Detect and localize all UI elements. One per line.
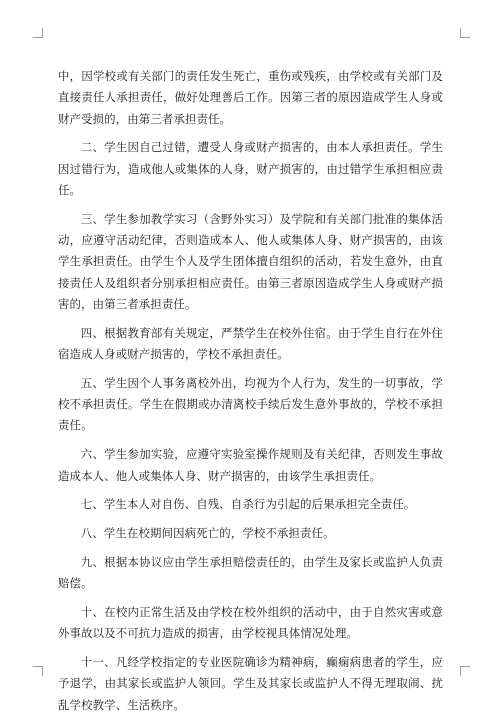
- crop-mark-top-right: [460, 28, 470, 38]
- crop-mark-bottom-left: [33, 666, 43, 676]
- paragraph-6: 六、学生参加实验，应遵守实验室操作规则及有关纪律，否则发生事故造成本人、他人或集体人身、财产损害的，由该学生承担责任。: [58, 447, 443, 483]
- paragraph-5: 五、学生因个人事务离校外出，均视为个人行为，发生的一切事故，学校不承担责任。学生在假期或办清离校手续后发生意外事故的，学校不承担责任。: [58, 375, 443, 433]
- paragraph-7: 七、学生本人对自伤、自残、自杀行为引起的后果承担完全责任。: [80, 497, 416, 512]
- paragraph-8: 八、学生在校期间因病死亡的，学校不承担责任。: [80, 526, 335, 541]
- document-body: [58, 66, 443, 724]
- paragraph-4: 四、根据教育部有关规定，严禁学生在校外住宿。由于学生自行在外住宿造成人身或财产损害的，学校不承担责任。: [58, 325, 443, 362]
- paragraph-continued: 中，因学校或有关部门的责任发生死亡，重伤或残疾，由学校或有关部门及直接责任人承担责任，做好处理善后工作。因第三者的原因造成学生人身或财产受损的，由第三者承担责任。: [58, 69, 443, 126]
- paragraph-11: 十一、凡经学校指定的专业医院确诊为精神病，癫痫病患者的学生，应予退学，由其家长或监护人领回。学生及其家长或监护人不得无理取闹、扰乱学校教学、生活秩序。: [58, 655, 443, 712]
- paragraph-10: 十、在校内正常生活及由学校在校外组织的活动中，由于自然灾害或意外事故以及不可抗力造成的损害，由学校视具体情况处理。: [58, 605, 443, 641]
- paragraph-3: 三、学生参加教学实习（含野外实习）及学院和有关部门批准的集体活动，应遵守活动纪律，否则造成本人、他人或集体人身、财产损害的，由该学生承担责任。由学生个人及学生团体擅自组织的活动，若发生意外，由直接责任人及组织者分别承担相应责任。由第三者原因造成学生人身或财产损害的，由第三者承担责任。: [58, 211, 443, 311]
- paragraph-9: 九、根据本协议应由学生承担赔偿责任的，由学生及家长或监护人负责赔偿。: [58, 554, 443, 591]
- crop-mark-top-left: [33, 28, 43, 38]
- crop-mark-bottom-right: [460, 666, 470, 676]
- paragraph-2: 二、学生因自己过错，遭受人身或财产损害的，由本人承担责任。学生因过错行为，造成他人或集体的人身，财产损害的，由过错学生承担相应责任。: [58, 140, 443, 197]
